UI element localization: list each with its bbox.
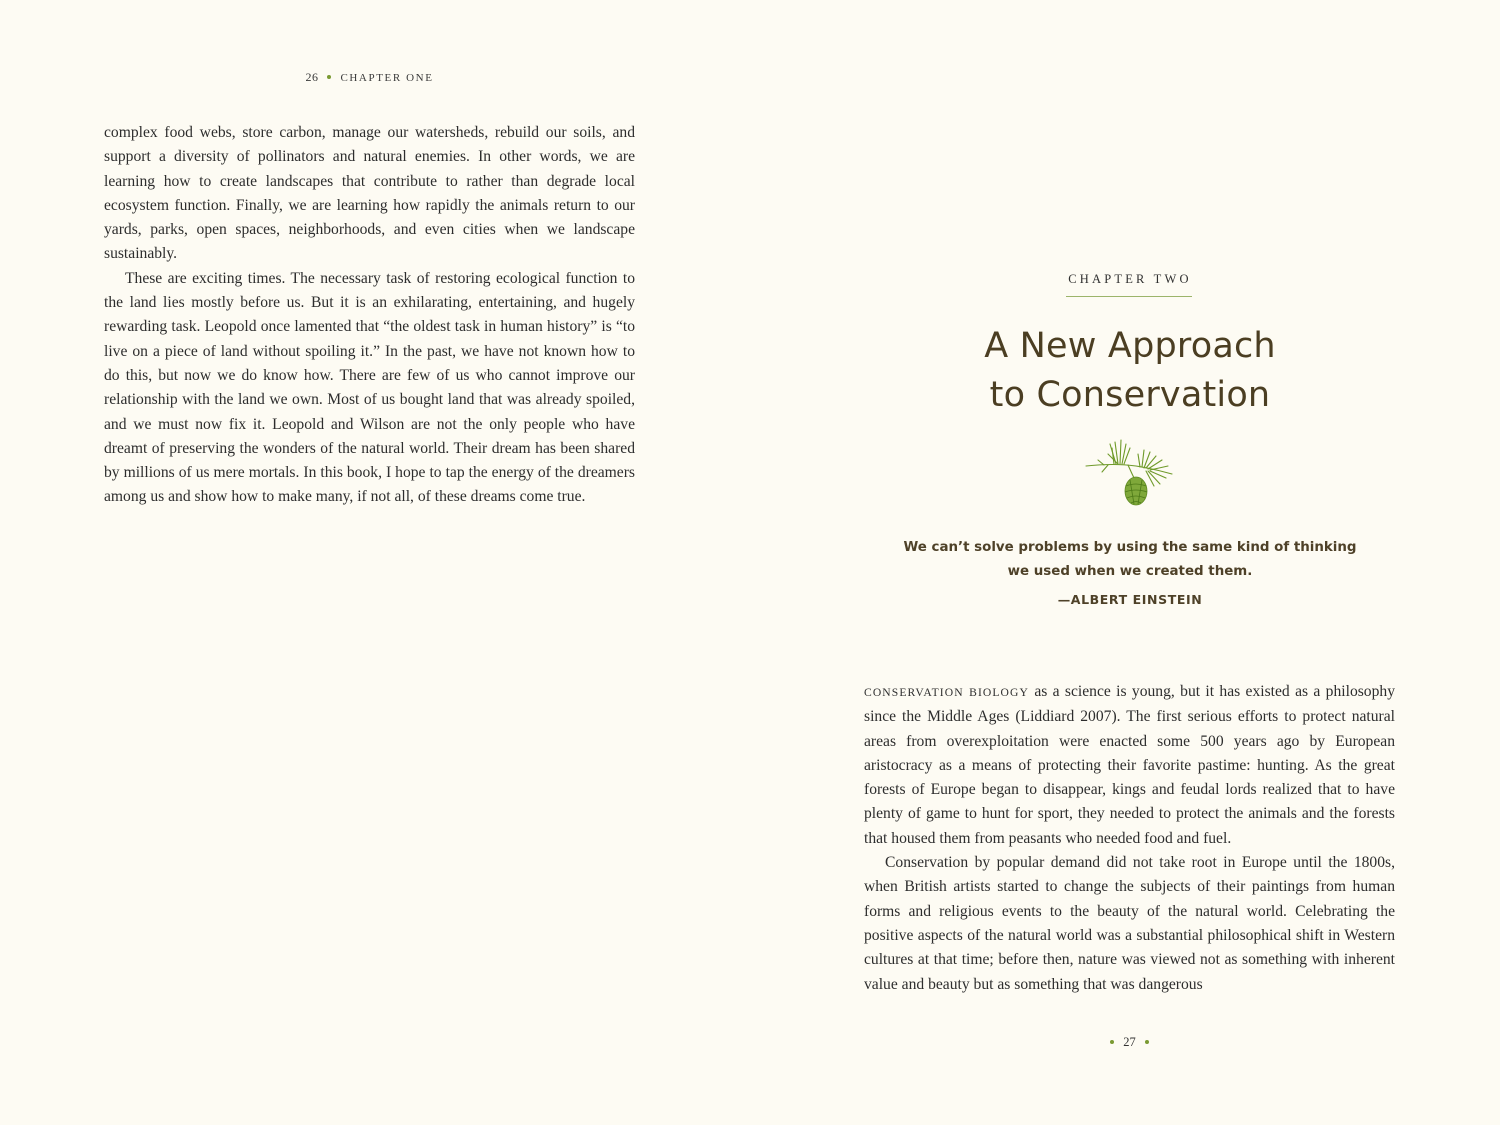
left-body-text bbox=[104, 121, 635, 510]
paragraph bbox=[864, 680, 1395, 851]
bullet-dot-icon bbox=[1145, 1040, 1149, 1044]
running-head-chapter: CHAPTER ONE bbox=[340, 72, 434, 84]
running-head bbox=[104, 70, 635, 85]
chapter-label: CHAPTER TWO bbox=[1068, 272, 1192, 286]
bullet-dot-icon bbox=[1110, 1040, 1114, 1044]
epigraph-quote bbox=[750, 536, 1500, 584]
right-body-text bbox=[864, 680, 1395, 997]
pine-branch-icon bbox=[1084, 436, 1176, 508]
epigraph-line: we used when we created them. bbox=[1007, 564, 1253, 579]
paragraph-text: as a science is young, but it has existed as a philosophy since the Middle Ages (Liddiard 2007). The first serious efforts to protect natural areas from overexploitation were enacted some 500 years ago by European aristocracy as a means of protecting their favorite pastime: hunting. As the great forests of Europe began to disappear, kings and feudal lords realized that to have plenty of game to hunt for sport, they needed to protect the animals and the forests that housed them from peasants who needed food and fuel. bbox=[864, 683, 1395, 847]
page-number: 27 bbox=[1123, 1035, 1136, 1049]
chapter-title-line: A New Approach bbox=[984, 326, 1276, 366]
paragraph: Conservation by popular demand did not take root in Europe until the 1800s, when British artists started to change the subjects of their paintings from human forms and religious events to the beauty of the natural world. Celebrating the positive aspects of the natural world was a substantial philosophical shift in Western cultures at that time; before then, nature was viewed not as something with inherent value and beauty but as something that was dangerous bbox=[864, 854, 1395, 993]
paragraph: These are exciting times. The necessary task of restoring ecological function to the land lies mostly before us. But it is an exhilarating, entertaining, and hugely rewarding task. Leopold once lamented that “the oldest task in human history” is “to live on a piece of land without spoiling it.” In the past, we have not known how to do this, but now we do know how. There are few of us who cannot improve our relationship with the land we own. Most of us bought land that was already spoiled, and we must now fix it. Leopold and Wilson are not the only people who have dreamt of preserving the wonders of the natural world. Their dream has been shared by millions of us mere mortals. In this book, I hope to tap the energy of the dreamers among us and show how to make many, if not all, of these dreams come true. bbox=[104, 269, 635, 506]
right-page bbox=[750, 0, 1500, 1125]
chapter-rule-divider bbox=[1066, 296, 1192, 297]
epigraph-attribution: —ALBERT EINSTEIN bbox=[1057, 592, 1203, 607]
page-number: 26 bbox=[305, 70, 319, 84]
epigraph-line: We can’t solve problems by using the same kind of thinking bbox=[903, 540, 1357, 555]
chapter-title bbox=[750, 322, 1500, 420]
opening-words: CONSERVATION BIOLOGY bbox=[864, 686, 1029, 699]
folio bbox=[864, 1035, 1395, 1050]
paragraph: complex food webs, store carbon, manage our watersheds, rebuild our soils, and support a diversity of pollinators and natural enemies. In other words, we are learning how to create landscapes that contribute to rather than degrade local ecosystem function. Finally, we are learning how rapidly the animals return to our yards, parks, open spaces, neighborhoods, and even cities when we landscape sustainably. bbox=[104, 124, 635, 263]
chapter-title-line: to Conservation bbox=[989, 375, 1271, 415]
bullet-dot-icon bbox=[327, 75, 331, 79]
